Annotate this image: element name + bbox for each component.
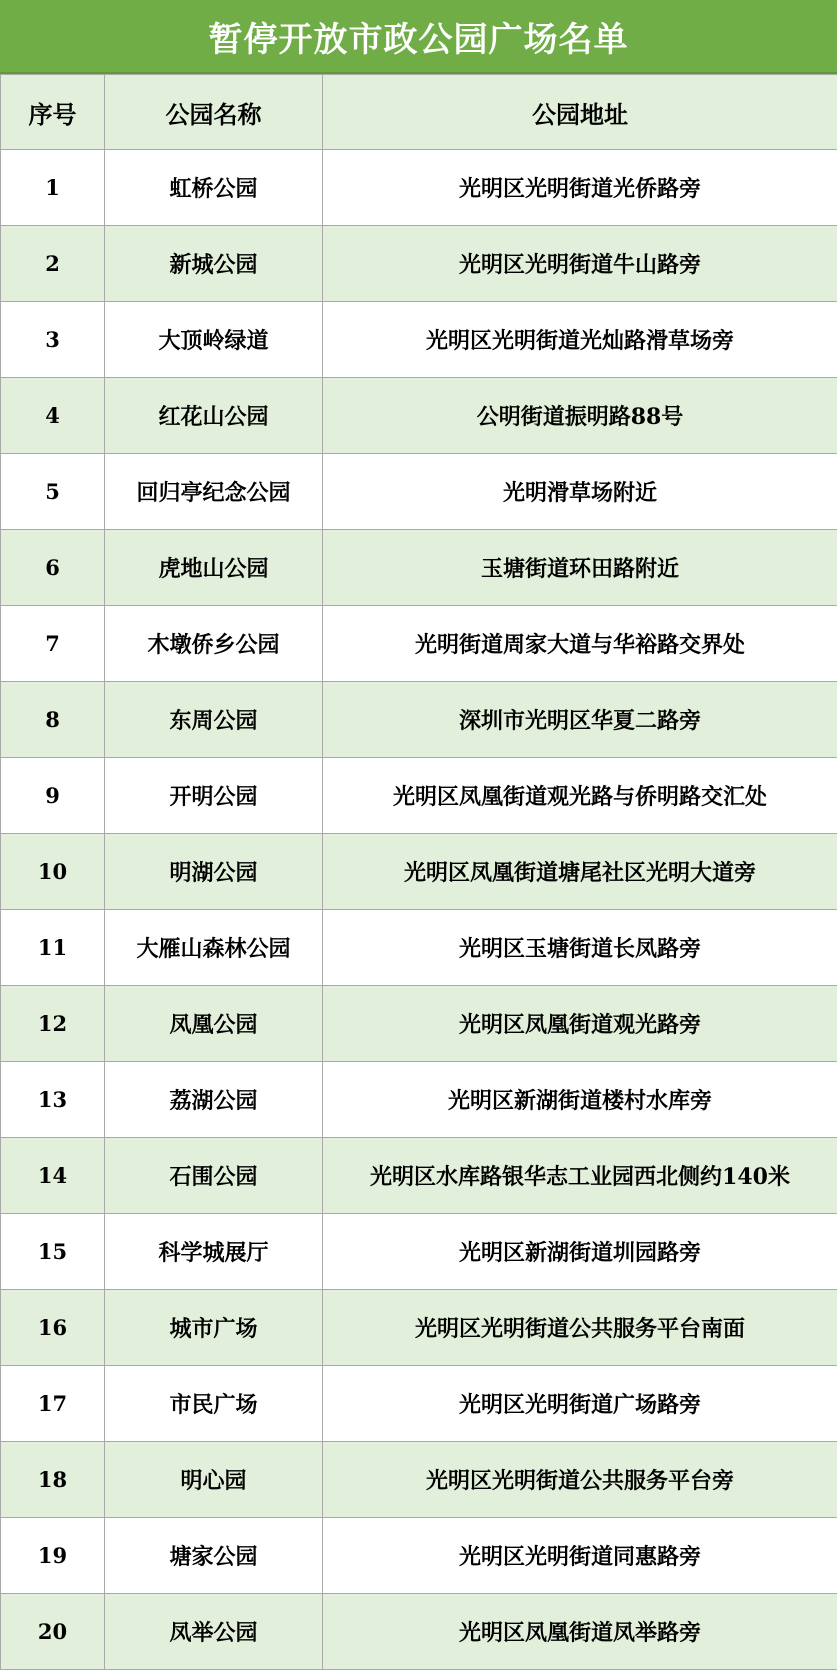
- row-index-cell: 6: [1, 530, 105, 606]
- park-address-cell: 光明区新湖街道圳园路旁: [323, 1214, 837, 1290]
- row-index-cell: 5: [1, 454, 105, 530]
- page-title: 暂停开放市政公园广场名单: [0, 0, 837, 74]
- row-index-cell: 1: [1, 150, 105, 226]
- park-name-cell: 开明公园: [105, 758, 323, 834]
- park-name-cell: 市民广场: [105, 1366, 323, 1442]
- park-name-cell: 东周公园: [105, 682, 323, 758]
- table-row: [1, 758, 837, 834]
- park-name-cell: 新城公园: [105, 226, 323, 302]
- table-row: [1, 1518, 837, 1594]
- park-name-cell: 科学城展厅: [105, 1214, 323, 1290]
- row-index-cell: 9: [1, 758, 105, 834]
- park-name-cell: 塘家公园: [105, 1518, 323, 1594]
- row-index-cell: 15: [1, 1214, 105, 1290]
- row-index-cell: 7: [1, 606, 105, 682]
- row-index-cell: 8: [1, 682, 105, 758]
- row-index-cell: 3: [1, 302, 105, 378]
- park-address-cell: 光明区光明街道牛山路旁: [323, 226, 837, 302]
- park-address-cell: 光明滑草场附近: [323, 454, 837, 530]
- table-row: [1, 1138, 837, 1214]
- table-row: [1, 834, 837, 910]
- row-index-cell: 18: [1, 1442, 105, 1518]
- park-address-cell: 光明区凤凰街道塘尾社区光明大道旁: [323, 834, 837, 910]
- park-name-cell: 石围公园: [105, 1138, 323, 1214]
- park-address-cell: 光明街道周家大道与华裕路交界处: [323, 606, 837, 682]
- park-address-cell: 光明区凤凰街道观光路与侨明路交汇处: [323, 758, 837, 834]
- park-address-cell: 玉塘街道环田路附近: [323, 530, 837, 606]
- row-index-cell: 11: [1, 910, 105, 986]
- park-address-cell: 光明区新湖街道楼村水库旁: [323, 1062, 837, 1138]
- table-row: [1, 378, 837, 454]
- park-address-cell: 光明区凤凰街道观光路旁: [323, 986, 837, 1062]
- column-header-address: 公园地址: [323, 75, 837, 150]
- park-name-cell: 木墩侨乡公园: [105, 606, 323, 682]
- park-name-cell: 凤凰公园: [105, 986, 323, 1062]
- park-name-cell: 荔湖公园: [105, 1062, 323, 1138]
- column-header-index: 序号: [1, 75, 105, 150]
- parks-table: [0, 74, 837, 1670]
- row-index-cell: 17: [1, 1366, 105, 1442]
- park-address-cell: 光明区光明街道光灿路滑草场旁: [323, 302, 837, 378]
- park-name-cell: 城市广场: [105, 1290, 323, 1366]
- park-name-cell: 明湖公园: [105, 834, 323, 910]
- park-address-cell: 光明区凤凰街道凤举路旁: [323, 1594, 837, 1670]
- row-index-cell: 14: [1, 1138, 105, 1214]
- row-index-cell: 20: [1, 1594, 105, 1670]
- table-body: [1, 150, 837, 1670]
- table-header-row: [1, 75, 837, 150]
- park-name-cell: 凤举公园: [105, 1594, 323, 1670]
- table-row: [1, 606, 837, 682]
- table-row: [1, 530, 837, 606]
- park-address-cell: 公明街道振明路88号: [323, 378, 837, 454]
- row-index-cell: 10: [1, 834, 105, 910]
- park-name-cell: 虹桥公园: [105, 150, 323, 226]
- park-address-cell: 光明区光明街道公共服务平台旁: [323, 1442, 837, 1518]
- park-address-cell: 光明区光明街道光侨路旁: [323, 150, 837, 226]
- park-name-cell: 红花山公园: [105, 378, 323, 454]
- table-row: [1, 1290, 837, 1366]
- table-row: [1, 682, 837, 758]
- park-name-cell: 大雁山森林公园: [105, 910, 323, 986]
- table-row: [1, 1442, 837, 1518]
- park-name-cell: 明心园: [105, 1442, 323, 1518]
- park-address-cell: 光明区水库路银华志工业园西北侧约140米: [323, 1138, 837, 1214]
- row-index-cell: 19: [1, 1518, 105, 1594]
- table-row: [1, 1062, 837, 1138]
- table-row: [1, 986, 837, 1062]
- park-name-cell: 回归亭纪念公园: [105, 454, 323, 530]
- table-row: [1, 1594, 837, 1670]
- park-address-cell: 光明区玉塘街道长凤路旁: [323, 910, 837, 986]
- table-row: [1, 454, 837, 530]
- row-index-cell: 2: [1, 226, 105, 302]
- park-address-cell: 光明区光明街道广场路旁: [323, 1366, 837, 1442]
- park-name-cell: 虎地山公园: [105, 530, 323, 606]
- table-row: [1, 302, 837, 378]
- column-header-name: 公园名称: [105, 75, 323, 150]
- park-address-cell: 光明区光明街道同惠路旁: [323, 1518, 837, 1594]
- park-address-cell: 光明区光明街道公共服务平台南面: [323, 1290, 837, 1366]
- row-index-cell: 12: [1, 986, 105, 1062]
- table-row: [1, 1214, 837, 1290]
- row-index-cell: 4: [1, 378, 105, 454]
- park-name-cell: 大顶岭绿道: [105, 302, 323, 378]
- table-row: [1, 226, 837, 302]
- table-row: [1, 910, 837, 986]
- row-index-cell: 13: [1, 1062, 105, 1138]
- table-row: [1, 150, 837, 226]
- row-index-cell: 16: [1, 1290, 105, 1366]
- table-row: [1, 1366, 837, 1442]
- park-address-cell: 深圳市光明区华夏二路旁: [323, 682, 837, 758]
